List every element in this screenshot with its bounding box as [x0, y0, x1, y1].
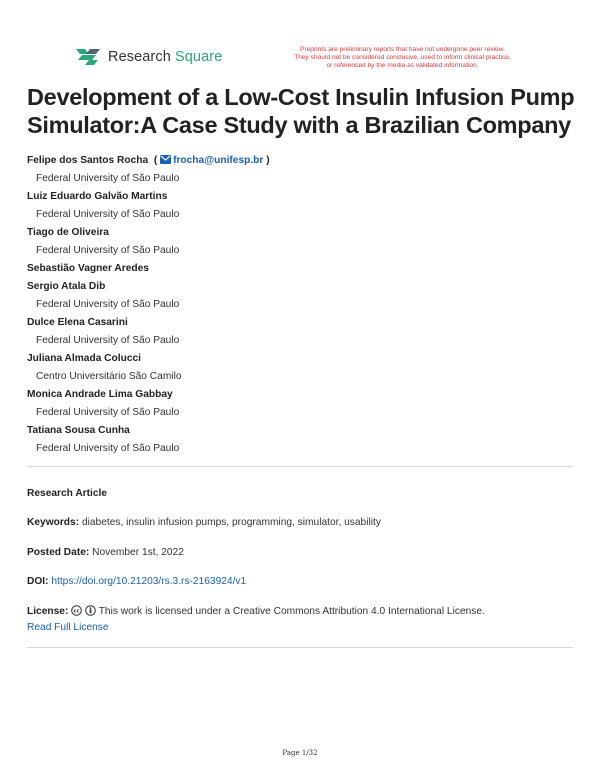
- paper-title: Development of a Low-Cost Insulin Infusion Pump Simulator:A Case Study with a Brazilian Company: [27, 84, 575, 138]
- license-text: This work is licensed under a Creative Commons Attribution 4.0 International License.: [98, 606, 485, 617]
- email-wrap: ( frocha@unifesp.br ): [151, 155, 270, 166]
- doi-row: [27, 575, 573, 589]
- logo-word-research: Research: [108, 49, 171, 65]
- cc-icon: [71, 605, 82, 616]
- author-name: Juliana Almada Colucci: [27, 353, 141, 364]
- research-square-logo-icon: [76, 46, 102, 68]
- svg-text:cc: cc: [73, 608, 80, 615]
- keywords-label: Keywords:: [27, 517, 80, 528]
- author-entry: [27, 260, 567, 278]
- logo-text: [108, 49, 222, 65]
- disclaimer-line: They should not be considered conclusive, used to inform clinical practice,: [294, 54, 511, 62]
- license-label: License:: [27, 606, 69, 617]
- author-name: Sebastião Vagner Aredes: [27, 263, 149, 274]
- disclaimer-line: Preprints are preliminary reports that have not undergone peer review.: [300, 46, 505, 53]
- author-name: Monica Andrade Lima Gabbay: [27, 389, 173, 400]
- preprint-disclaimer: [270, 46, 535, 71]
- posted-date-value: November 1st, 2022: [92, 547, 184, 558]
- article-type-text: Research Article: [27, 488, 108, 499]
- author-email-link[interactable]: frocha@unifesp.br: [173, 155, 264, 166]
- author-name: Tiago de Oliveira: [27, 227, 109, 238]
- posted-date-label: Posted Date:: [27, 547, 90, 558]
- posted-date-row: [27, 546, 573, 560]
- author-affiliation: Federal University of São Paulo: [36, 443, 180, 454]
- keywords-value: diabetes, insulin infusion pumps, programming, simulator, usability: [81, 517, 381, 528]
- author-name: [27, 152, 567, 170]
- mail-icon: [160, 155, 171, 164]
- doi-label: DOI:: [27, 576, 49, 587]
- author-list: [27, 152, 567, 458]
- author-name: Sergio Atala Dib: [27, 281, 106, 292]
- author-name: Tatiana Sousa Cunha: [27, 425, 130, 436]
- author-entry: [27, 278, 567, 314]
- author-name: Luiz Eduardo Galvão Martins: [27, 191, 168, 202]
- author-affiliation: Federal University of São Paulo: [36, 299, 180, 310]
- author-entry: [27, 386, 567, 422]
- disclaimer-line: or referenced by the media as validated information.: [326, 62, 479, 70]
- logo-word-square: Square: [175, 49, 223, 65]
- read-full-license-link[interactable]: Read Full License: [27, 622, 109, 633]
- author-entry: [27, 224, 567, 260]
- license-icons: [71, 605, 96, 621]
- page-number: Page 1/32: [282, 749, 318, 757]
- author-affiliation: Centro Universitário São Camilo: [36, 371, 182, 382]
- author-affiliation: Federal University of São Paulo: [36, 245, 180, 256]
- section-divider: [27, 647, 573, 648]
- license-row: [27, 605, 573, 635]
- author-entry: [27, 152, 567, 188]
- research-square-logo[interactable]: [76, 46, 222, 68]
- author-entry: [27, 314, 567, 350]
- author-entry: [27, 422, 567, 458]
- attribution-icon: [85, 605, 96, 616]
- author-entry: [27, 350, 567, 386]
- author-name-text: Felipe dos Santos Rocha: [27, 155, 149, 166]
- author-entry: [27, 188, 567, 224]
- author-affiliation: Federal University of São Paulo: [36, 335, 180, 346]
- author-name: Dulce Elena Casarini: [27, 317, 128, 328]
- keywords-row: [27, 516, 573, 530]
- doi-link[interactable]: https://doi.org/10.21203/rs.3.rs-2163924/v1: [51, 576, 247, 587]
- article-type: [27, 487, 573, 501]
- author-affiliation: Federal University of São Paulo: [36, 173, 180, 184]
- author-affiliation: Federal University of São Paulo: [36, 407, 180, 418]
- section-divider: [27, 466, 573, 467]
- author-affiliation: Federal University of São Paulo: [36, 209, 180, 220]
